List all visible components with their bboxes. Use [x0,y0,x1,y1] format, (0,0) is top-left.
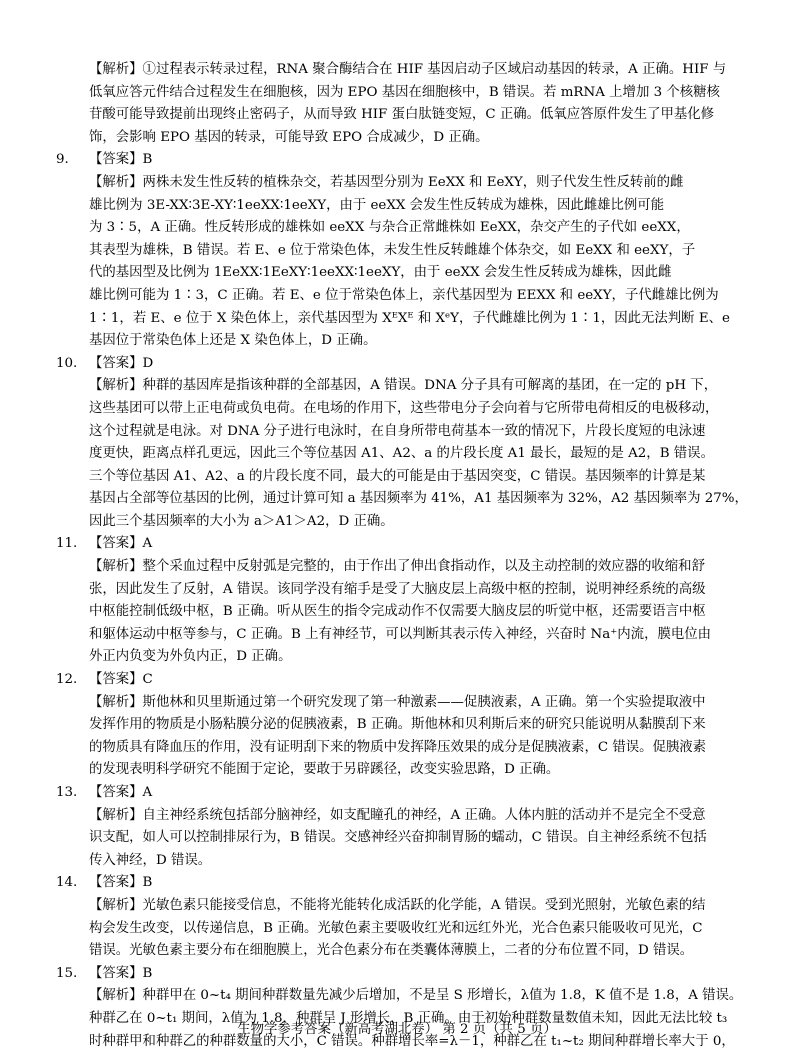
analysis-line: 【解析】种群甲在 0~t₄ 期间种群数量先减少后增加，不是呈 S 形增长，λ值为 1.8，K 值不是 1.8，A 错误。 [89,988,743,1004]
intro-analysis [56,59,768,149]
question-10 [56,353,768,534]
analysis-line: 错误。光敏色素主要分布在细胞膜上，光合色素分布在类囊体薄膜上，二者的分布位置不同，D 错误。 [89,943,694,959]
analysis-line: 因此三个基因频率的大小为 a＞A1＞A2，D 正确。 [89,513,394,529]
analysis-line: 三个等位基因 A1、A2、a 的片段长度不同，最大的可能是由于基因突变，C 错误。基因频率的计算是某 [89,468,706,484]
question-13 [56,782,768,872]
question-14 [56,872,768,962]
analysis-line: 传入神经，D 错误。 [89,852,212,868]
analysis-line: 为 3∶5，A 正确。性反转形成的雄株如 eeXX 与杂合正常雌株如 EeXX，杂交产生的子代如 eeXX， [89,220,690,236]
analysis-line: 度更快，距离点样孔更远，因此三个等位基因 A1、A2、a 的片段长度 A1 最长，最短的是 A2，B 错误。 [89,446,714,462]
analysis-line: 和躯体运动中枢等参与，C 正确。B 上有神经节，可以判断其表示传入神经，兴奋时 Na⁺内流，膜电位由 [89,626,712,642]
analysis-line: 雄比例可能为 1∶3，C 正确。若 E、e 位于常染色体上，亲代基因型为 EEXX 和 eeXY，子代雌雄比例为 [89,287,719,303]
answer-label: 【答案】B [89,152,153,168]
question-15 [56,963,768,1053]
question-11 [56,533,768,669]
question-12 [56,669,768,782]
analysis-line: 的物质具有降血压的作用，没有证明刮下来的物质中发挥降压效果的成分是促胰液素，C 错误。促胰液素 [89,739,707,755]
answer-label: 【答案】B [89,965,153,981]
answer-label: 【答案】A [89,536,153,552]
analysis-line: 这个过程就是电泳。对 DNA 分子进行电泳时，在自身所带电荷基本一致的情况下，片段长度短的电泳速 [89,423,706,439]
analysis-line: 代的基因型及比例为 1EeXX∶1EeXY∶1eeXX∶1eeXY，由于 eeXX 会发生性反转成为雄株，因此雌 [89,265,672,281]
analysis-line: 雄比例为 3E-XX∶3E-XY∶1eeXX∶1eeXY，由于 eeXX 会发生性反转成为雄株，因此雌雄比例可能 [89,197,665,213]
analysis-line: 【解析】①过程表示转录过程，RNA 聚合酶结合在 HIF 基因启动子区域启动基因的转录，A 正确。HIF 与 [89,62,727,77]
answer-content [56,59,768,1053]
answer-label: 【答案】C [89,672,153,688]
analysis-line: 张，因此发生了反射，A 错误。该同学没有缩手是受了大脑皮层上高级中枢的控制，说明神经系统的高级 [89,581,706,597]
analysis-line: 低氧应答元件结合过程发生在细胞核，因为 EPO 基因在细胞核中，B 错误。若 mRNA 上增加 3 个核糖核 [89,84,720,100]
question-number: 13. [56,785,78,800]
analysis-line: 苷酸可能导致提前出现终止密码子，从而导致 HIF 蛋白肽链变短，C 正确。低氧应答原件发生了甲基化修 [89,107,715,123]
analysis-line: 发挥作用的物质是小肠粘膜分泌的促胰液素，B 正确。斯他林和贝利斯后来的研究只能说明从黏膜刮下来 [89,717,706,733]
answer-label: 【答案】A [89,785,153,800]
question-number: 9. [56,152,69,168]
answer-label: 【答案】D [89,355,154,371]
analysis-line: 【解析】两株未发生性反转的植株杂交，若基因型分别为 EeXX 和 EeXY，则子代发生性反转前的雌 [89,174,684,190]
analysis-line: 种群乙在 0~t₁ 期间，λ值为 1.8，种群呈 J 形增长，B 正确。由于初始种群数量数值未知，因此无法比较 t₃ [89,1010,728,1026]
question-number: 10. [56,355,78,371]
question-number: 15. [56,965,78,981]
analysis-line: 【解析】光敏色素只能接受信息，不能将光能转化成活跃的化学能，A 错误。受到光照射，光敏色素的结 [89,897,706,913]
analysis-line: 1∶1，若 E、e 位于 X 染色体上，亲代基因型为 XᴱXᴱ 和 XᵉY，子代雌雄比例为 1∶1，因此无法判断 E、e [89,310,730,326]
analysis-line: 基因位于常染色体上还是 X 染色体上，D 正确。 [89,333,377,349]
analysis-line: 基因占全部等位基因的比例，通过计算可知 a 基因频率为 41%，A1 基因频率为 32%，A2 基因频率为 27%， [89,491,748,507]
analysis-line: 时种群甲和种群乙的种群数量的大小，C 错误。种群增长率=λ－1，种群乙在 t₁~t₂ 期间种群增长率大于 0， [89,1033,735,1049]
analysis-line: 【解析】斯他林和贝里斯通过第一个研究发现了第一种激素——促胰液素，A 正确。第一个实验提取液中 [89,694,706,710]
analysis-line: 【解析】种群的基因库是指该种群的全部基因，A 错误。DNA 分子具有可解离的基团，在一定的 pH 下， [89,378,718,394]
analysis-line: 的发现表明科学研究不能囿于定论，要敢于另辟蹊径，改变实验思路，D 正确。 [89,762,560,778]
analysis-line: 外正内负变为外负内正，D 正确。 [89,649,292,665]
analysis-line: 【解析】整个采血过程中反射弧是完整的，由于作出了伸出食指动作，以及主动控制的效应器的收缩和舒 [89,559,705,575]
analysis-line: 其表型为雄株，B 错误。若 E、e 位于常染色体，未发生性反转雌雄个体杂交，如 EeXX 和 eeXY，子 [89,242,696,258]
analysis-line: 构会发生改变，以传递信息，B 正确。光敏色素主要吸收红光和远红外光，光合色素只能吸收可见光，C [89,920,703,936]
analysis-line: 这些基团可以带上正电荷或负电荷。在电场的作用下，这些带电分子会向着与它所带电荷相反的电极移动， [89,400,719,416]
analysis-line: 中枢能控制低级中枢，B 正确。听从医生的指令完成动作不仅需要大脑皮层的听觉中枢，还需要语言中枢 [89,604,706,620]
analysis-line: 饰，会影响 EPO 基因的转录，可能导致 EPO 合成减少，D 正确。 [89,129,489,145]
page-footer: 生物学参考答案（新高考湖北卷） 第 2 页（共 5 页） [237,1022,557,1037]
analysis-line: 识支配，如人可以控制排尿行为，B 错误。交感神经兴奋抑制胃肠的蠕动，C 错误。自主神经系统不包括 [89,830,707,846]
question-number: 14. [56,875,78,891]
question-9 [56,149,768,352]
question-number: 12. [56,672,78,688]
answer-label: 【答案】B [89,875,153,891]
analysis-line: 【解析】自主神经系统包括部分脑神经，如支配瞳孔的神经，A 正确。人体内脏的活动并不是完全不受意 [89,807,706,823]
question-number: 11. [56,536,78,552]
